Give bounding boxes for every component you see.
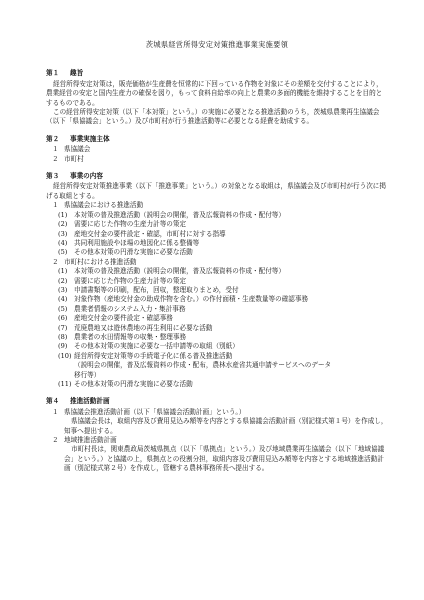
plan-list: [46, 408, 388, 474]
item-number: (5): [58, 304, 68, 313]
item-text: 需要に応じた作物の生産力計等の策定: [74, 276, 187, 285]
body-text: 市町村長は，関東農政局茨城県拠点（以下「県拠点」という。）及び地域農業再生協議会（以下「地域協議会」という。）と協議の上，県拠点との役割分担，取組内容及び費用見込み額等を内容とする地域推進活動計画（別記様式第２号）を作成し，管轄する農林事務所長へ提出する。: [64, 445, 385, 473]
item-number: １: [52, 201, 59, 210]
list-item: [46, 239, 388, 248]
item-text: 共同利用施設やほ場の地図化に係る整備等: [74, 238, 200, 247]
implementing-body-list: [46, 145, 388, 164]
section-number: 第１: [46, 69, 60, 78]
list-item: [46, 333, 388, 342]
item-text: 荒廃農地又は遊休農地の再生利用に必要な活動: [74, 323, 213, 332]
item-number: (10): [58, 351, 72, 360]
list-item: [46, 155, 388, 164]
item-text: 農業者の水田情報等の収集・整理事務: [74, 332, 187, 341]
section-heading: [46, 135, 388, 144]
list-item: [46, 248, 388, 257]
section-title: 事業の内容: [70, 172, 103, 181]
item-text: 市町村: [64, 154, 84, 163]
item-text: 県協議会における推進活動: [64, 201, 144, 210]
group-heading: [46, 201, 388, 210]
item-text: 産地交付金の要件設定・確認，市町村に対する指導: [74, 229, 226, 238]
document-title: 茨城県経営所得安定対策推進事業実施要領: [145, 40, 289, 49]
item-number: ２: [52, 154, 59, 163]
item-number: (3): [58, 229, 68, 238]
list-item: [46, 145, 388, 154]
item-number: １: [52, 407, 59, 416]
list-item: [46, 342, 388, 351]
section-title: 事業実施主体: [70, 134, 110, 143]
item-number: (1): [58, 210, 68, 219]
list-item: [46, 324, 388, 333]
item-number: (11): [58, 380, 72, 388]
section-implementing-body: [46, 135, 388, 164]
body-text: 県協議会長は，取組内容及び費用見込み額等を内容とする県協議会活動計画（別記様式第１号）を作成し，知事へ提出する。: [64, 417, 388, 435]
item-text: 地域推進活動計画: [64, 436, 117, 445]
list-item: [46, 277, 388, 286]
item-number: (6): [58, 314, 68, 323]
item-number: (8): [58, 332, 68, 341]
list-item: [46, 230, 388, 239]
item-number: (4): [58, 238, 68, 247]
item-number: １: [52, 145, 59, 154]
section-number: 第４: [46, 397, 60, 406]
item-text: 本対策の普及推進活動（説明会の開催，普及広報資料の作成・配付等）: [74, 210, 285, 219]
item-text: 県協議会: [64, 145, 91, 154]
item-text: その他本対策の円滑な実施に必要な活動: [74, 380, 193, 388]
item-number: (1): [58, 267, 68, 276]
paragraph: 経営所得安定対策は，販売価格が生産費を恒常的に下回っている作物を対象にその差額を交付することにより，農業経営の安定と国内生産力の確保を図り，もって食料自給率の向上と農業の多面的機能を維持することを目的とするものである。: [46, 79, 383, 107]
list-item-continuation: [46, 361, 388, 380]
section-number: 第３: [46, 172, 60, 181]
item-text: その他本対策の円滑な実施に必要な活動: [74, 248, 193, 257]
section-content: [46, 172, 388, 389]
activity-group-list: [46, 201, 388, 389]
list-item: [46, 211, 388, 220]
group-heading: [46, 258, 388, 267]
item-number: ２: [52, 257, 59, 266]
item-text: 需要に応じた作物の生産力計等の策定: [74, 220, 187, 229]
section-number: 第２: [46, 134, 60, 143]
list-item: [46, 314, 388, 323]
continuation-line: 移行等）: [74, 370, 101, 379]
plan-body: [46, 445, 388, 473]
plan-body: [46, 417, 388, 436]
item-number: (9): [58, 342, 68, 351]
section-heading: [46, 69, 388, 78]
paragraph: 経営所得安定対策推進事業（以下「推進事業」という。）の対象となる取組は，県協議会及び市町村が行う次に掲げる取組とする。: [46, 182, 386, 200]
section-heading: [46, 172, 388, 181]
continuation-line: （説明会の開催，普及広報資料の作成・配布，農林水産省共通申請サービスへのデータ: [74, 361, 332, 370]
item-text: 申請書類等の印刷，配布，回収，整理取りまとめ，受付: [74, 285, 239, 294]
item-number: (4): [58, 295, 68, 304]
list-item: [46, 380, 388, 389]
item-text: 本対策の普及推進活動（説明会の開催，普及広報資料の作成・配付等）: [74, 267, 285, 276]
item-number: (2): [58, 276, 68, 285]
list-item: [46, 286, 388, 295]
item-number: (7): [58, 323, 68, 332]
section-activity-plan: [46, 397, 388, 473]
item-number: (2): [58, 220, 68, 229]
item-text: その他本対策の実施に必要な一括申請等の取組（別紙）: [74, 342, 239, 351]
item-number: (5): [58, 248, 68, 257]
list-item: [46, 305, 388, 314]
item-number: ２: [52, 436, 59, 445]
item-text: 経営所得安定対策等の手続電子化に係る普及推進活動: [74, 351, 233, 360]
item-number: (3): [58, 285, 68, 294]
section-title: 趣旨: [70, 69, 84, 78]
item-text: 対象作物（産地交付金の助成作物を含む。）の作付面積・生産数量等の確認事務: [74, 295, 309, 304]
item-text: 産地交付金の要件設定・確認事務: [74, 314, 173, 323]
list-item: [46, 267, 388, 276]
section-title: 推進活動計画: [70, 397, 110, 406]
item-text: 市町村における推進活動: [64, 257, 137, 266]
section-purpose: [46, 69, 388, 126]
section-heading: [46, 397, 388, 406]
paragraph: この経営所得安定対策（以下「本対策」という。）の実施に必要となる推進活動のうち，茨城県農業再生協議会（以下「県協議会」という。）及び市町村が行う推進活動等に必要となる経費を助成する。: [46, 108, 380, 126]
group-heading: [46, 408, 388, 417]
list-item: [46, 220, 388, 229]
item-text: 県協議会推進活動計画（以下「県協議会活動計画」という。）: [64, 407, 246, 416]
list-item: [46, 352, 388, 361]
item-text: 農業者情報のシステム入力・集計事務: [74, 304, 186, 313]
list-item: [46, 295, 388, 304]
